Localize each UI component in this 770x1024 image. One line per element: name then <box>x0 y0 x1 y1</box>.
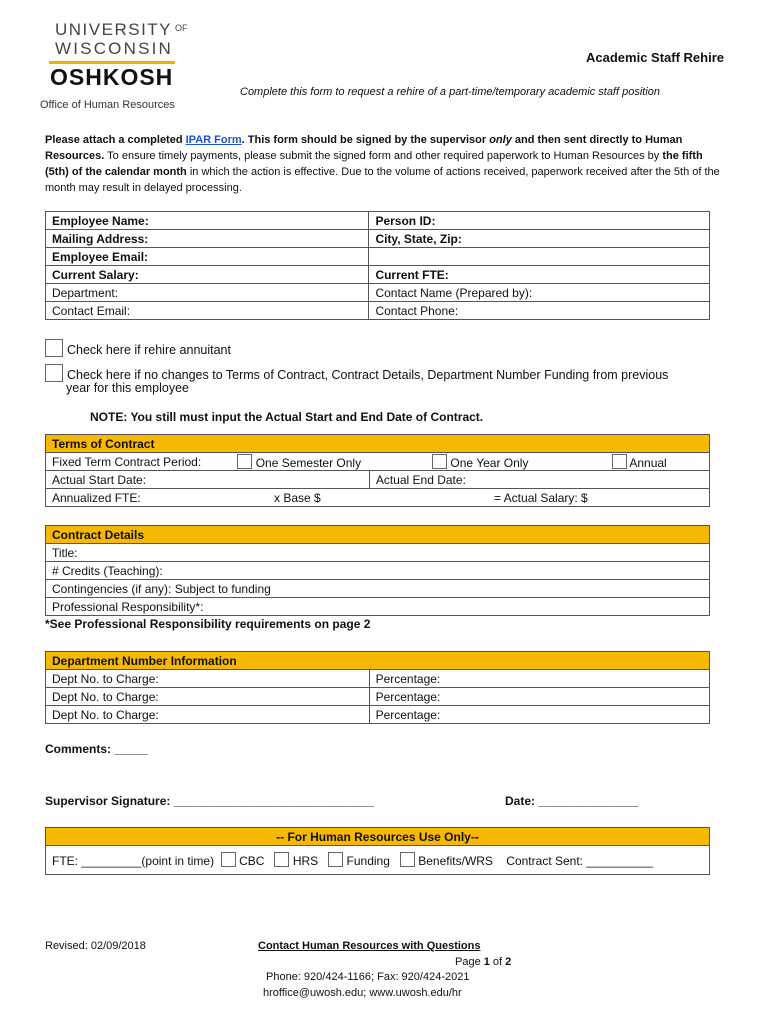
one-year-option[interactable]: One Year Only <box>426 453 606 471</box>
cbc-checkbox[interactable] <box>221 852 236 867</box>
ipar-form-link[interactable]: IPAR Form <box>185 134 242 146</box>
page-subtitle: Complete this form to request a rehire of a part-time/temporary academic staff position <box>240 86 661 98</box>
note-text: NOTE: You still must input the Actual Start and End Date of Contract. <box>90 410 484 424</box>
no-changes-checkbox[interactable] <box>45 364 63 382</box>
contingencies-field[interactable]: Contingencies (if any): Subject to funding <box>46 580 710 598</box>
logo-oshkosh: OSHKOSH <box>50 64 174 90</box>
actual-end-field[interactable]: Actual End Date: <box>369 471 709 489</box>
fixed-term-label: Fixed Term Contract Period: <box>46 453 232 471</box>
annual-option[interactable]: Annual <box>606 453 710 471</box>
terms-header: Terms of Contract <box>46 435 710 453</box>
funding-checkbox[interactable] <box>328 852 343 867</box>
page-number: Page 1 of 2 <box>455 956 512 968</box>
current-salary-field[interactable]: Current Salary: <box>46 266 369 284</box>
spacer-cell <box>369 453 426 471</box>
comments-field[interactable]: Comments: _____ <box>45 742 148 756</box>
percentage-field-1[interactable]: Percentage: <box>369 670 709 688</box>
annuitant-row: Check here if rehire annuitant <box>45 339 231 357</box>
contract-details-header: Contract Details <box>46 526 710 544</box>
contact-phone-field[interactable]: Contact Phone: <box>369 302 710 320</box>
mailing-address-field[interactable]: Mailing Address: <box>46 230 369 248</box>
logo-wisconsin: WISCONSIN <box>55 39 174 58</box>
annuitant-checkbox[interactable] <box>45 339 63 357</box>
one-year-checkbox[interactable] <box>432 454 447 469</box>
annual-checkbox[interactable] <box>612 454 627 469</box>
employee-name-field[interactable]: Employee Name: <box>46 212 369 230</box>
department-field[interactable]: Department: <box>46 284 369 302</box>
logo-university: UNIVERSITY $^{OF}$ <box>55 20 188 39</box>
professional-responsibility-field[interactable]: Professional Responsibility*: <box>46 598 710 616</box>
no-changes-row: Check here if no changes to Terms of Contract, Contract Details, Department Number Funding from previous <box>45 364 668 382</box>
hr-use-table <box>45 827 710 875</box>
base-label: x Base $ <box>274 490 321 505</box>
see-page-2-note: *See Professional Responsibility requirements on page 2 <box>45 617 371 631</box>
percentage-field-3[interactable]: Percentage: <box>369 706 709 724</box>
hr-use-row: FTE: _________(point in time) CBC HRS Funding Benefits/WRS Contract Sent: __________ <box>46 846 710 875</box>
department-header: Department Number Information <box>46 652 710 670</box>
intro-paragraph: Please attach a completed IPAR Form. This form should be signed by the supervisor only and then sent directly to Human Resources. To ensure timely payments, please submit the signed form and other required paperwork to Human Resources by the fifth (5th) of the calendar month in which the action is effective. Due to the volume of actions received, paperwork received after the 5th of the month may result in delayed processing. <box>45 134 720 194</box>
contact-email-field[interactable]: Contact Email: <box>46 302 369 320</box>
actual-start-field[interactable]: Actual Start Date: <box>46 471 370 489</box>
one-semester-checkbox[interactable] <box>237 454 252 469</box>
revised-date: Revised: 02/09/2018 <box>45 940 146 952</box>
terms-table <box>45 434 710 507</box>
no-changes-row-2: year for this employee <box>66 381 189 395</box>
dept-charge-field-1[interactable]: Dept No. to Charge: <box>46 670 370 688</box>
department-table <box>45 651 710 724</box>
phone-fax: Phone: 920/424-1166; Fax: 920/424-2021 <box>266 971 470 983</box>
current-fte-field[interactable]: Current FTE: <box>369 266 710 284</box>
empty-cell[interactable] <box>369 248 710 266</box>
hr-fte-field[interactable]: FTE: _________(point in time) <box>52 854 215 868</box>
employee-table <box>45 211 710 320</box>
contact-name-field[interactable]: Contact Name (Prepared by): <box>369 284 710 302</box>
contact-hr-heading: Contact Human Resources with Questions <box>258 940 481 952</box>
dept-charge-field-2[interactable]: Dept No. to Charge: <box>46 688 370 706</box>
logo-office: Office of Human Resources <box>40 99 175 111</box>
hr-use-header: -- For Human Resources Use Only-- <box>46 828 710 846</box>
one-semester-option[interactable]: One Semester Only <box>231 453 369 471</box>
annualized-row[interactable]: Annualized FTE: x Base $ = Actual Salary: $ <box>46 489 710 507</box>
dept-charge-field-3[interactable]: Dept No. to Charge: <box>46 706 370 724</box>
employee-email-field[interactable]: Employee Email: <box>46 248 369 266</box>
hrs-checkbox[interactable] <box>274 852 289 867</box>
page-title: Academic Staff Rehire <box>586 50 724 65</box>
actual-salary-label: = Actual Salary: $ <box>494 490 588 505</box>
credits-field[interactable]: # Credits (Teaching): <box>46 562 710 580</box>
city-state-zip-field[interactable]: City, State, Zip: <box>369 230 710 248</box>
benefits-checkbox[interactable] <box>400 852 415 867</box>
contract-sent-field[interactable]: Contract Sent: __________ <box>506 854 654 868</box>
title-field[interactable]: Title: <box>46 544 710 562</box>
date-field[interactable]: Date: _______________ <box>505 794 639 808</box>
percentage-field-2[interactable]: Percentage: <box>369 688 709 706</box>
person-id-field[interactable]: Person ID: <box>369 212 710 230</box>
supervisor-signature-field[interactable]: Supervisor Signature: ______________________________ <box>45 794 374 808</box>
email-website: hroffice@uwosh.edu; www.uwosh.edu/hr <box>263 987 462 999</box>
contract-details-table <box>45 525 710 616</box>
